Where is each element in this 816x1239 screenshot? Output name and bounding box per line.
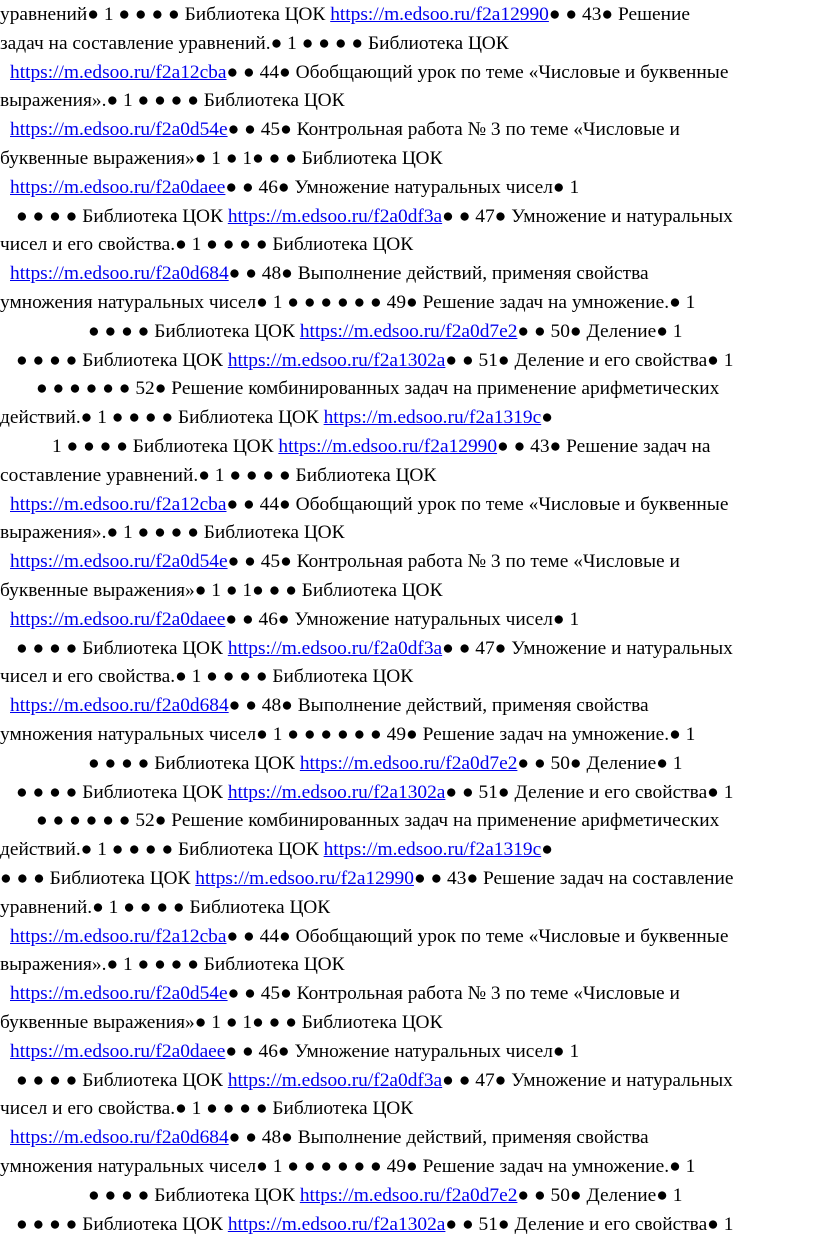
text-segment: ● ● 45● Контрольная работа № 3 по теме «Числовые и	[227, 983, 680, 1005]
text-segment: ● ● 48● Выполнение действий, применяя свойства	[228, 1127, 649, 1149]
resource-link[interactable]: https://m.edsoo.ru/f2a12990	[195, 868, 414, 889]
text-line	[36, 807, 719, 836]
text-line	[10, 923, 728, 952]
resource-link[interactable]: https://m.edsoo.ru/f2a12990	[278, 436, 498, 457]
resource-link[interactable]: https://m.edsoo.ru/f2a12cba	[10, 925, 227, 947]
text-segment: ● ● ● ● Библиотека ЦОК	[16, 781, 228, 803]
text-segment: ● ● 50● Деление● 1	[517, 752, 683, 774]
text-segment: ● ● 50● Деление● 1	[517, 320, 683, 342]
text-line	[10, 491, 728, 520]
text-segment: ● ● 43● Решение задач на	[497, 436, 711, 457]
resource-link[interactable]: https://m.edsoo.ru/f2a1302a	[227, 349, 446, 371]
text-segment: ● ● 45● Контрольная работа № 3 по теме «Числовые и	[227, 119, 680, 141]
text-segment: умножения натуральных чисел● 1 ● ● ● ● ● ● 49● Решение задач на умножение.● 1	[0, 724, 696, 745]
text-line	[0, 894, 330, 923]
resource-link[interactable]: https://m.edsoo.ru/f2a0d684	[10, 1127, 229, 1149]
text-segment: ●	[541, 407, 553, 429]
text-segment: составление уравнений.● 1 ● ● ● ● Библиотека ЦОК	[0, 464, 437, 486]
text-line	[10, 116, 680, 145]
resource-link[interactable]: https://m.edsoo.ru/f2a12990	[330, 4, 549, 25]
text-segment: ● ● 47● Умножение и натуральных	[442, 1069, 733, 1091]
text-line	[10, 260, 649, 289]
resource-link[interactable]: https://m.edsoo.ru/f2a0d7e2	[299, 320, 518, 342]
resource-link[interactable]: https://m.edsoo.ru/f2a12cba	[10, 61, 227, 83]
text-line	[10, 548, 680, 577]
text-segment: выражения».● 1 ● ● ● ● Библиотека ЦОК	[0, 522, 345, 544]
resource-link[interactable]: https://m.edsoo.ru/f2a1302a	[227, 1213, 446, 1235]
resource-link[interactable]: https://m.edsoo.ru/f2a0d7e2	[299, 1184, 518, 1206]
text-line	[0, 1095, 413, 1124]
resource-link[interactable]: https://m.edsoo.ru/f2a0d7e2	[299, 752, 518, 774]
text-segment: ● ● ● ● Библиотека ЦОК	[88, 752, 300, 774]
text-segment: буквенные выражения»● 1 ● 1● ● ● Библиотека ЦОК	[0, 1012, 443, 1033]
text-line	[88, 750, 682, 779]
text-segment: ● ● ● ● Библиотека ЦОК	[16, 637, 228, 659]
text-line	[0, 577, 443, 606]
text-segment: ● ● 47● Умножение и натуральных	[442, 637, 733, 659]
text-segment: ● ● 46● Умножение натуральных чисел● 1	[225, 608, 580, 630]
resource-link[interactable]: https://m.edsoo.ru/f2a0df3a	[227, 1069, 443, 1091]
text-line	[0, 951, 345, 980]
text-segment: выражения».● 1 ● ● ● ● Библиотека ЦОК	[0, 90, 345, 112]
text-segment: ● ● 45● Контрольная работа № 3 по теме «Числовые и	[227, 551, 680, 573]
text-segment: чисел и его свойства.● 1 ● ● ● ● Библиотека ЦОК	[0, 1098, 414, 1120]
text-segment: ● ● 47● Умножение и натуральных	[442, 205, 733, 227]
text-line	[10, 980, 680, 1009]
text-segment: ● ● 46● Умножение натуральных чисел● 1	[225, 1040, 580, 1062]
resource-link[interactable]: https://m.edsoo.ru/f2a12cba	[10, 493, 227, 515]
text-segment: ● ● ● ● Библиотека ЦОК	[16, 1213, 228, 1235]
text-segment: ●	[541, 839, 553, 861]
text-line	[10, 1038, 579, 1067]
resource-link[interactable]: https://m.edsoo.ru/f2a1319c	[323, 407, 542, 429]
text-segment: умножения натуральных чисел● 1 ● ● ● ● ● ● 49● Решение задач на умножение.● 1	[0, 292, 696, 313]
text-line	[16, 1211, 733, 1239]
resource-link[interactable]: https://m.edsoo.ru/f2a0d54e	[10, 551, 228, 573]
resource-link[interactable]: https://m.edsoo.ru/f2a0d684	[10, 263, 229, 285]
text-line	[0, 1153, 695, 1182]
resource-link[interactable]: https://m.edsoo.ru/f2a0df3a	[227, 205, 443, 227]
text-line	[0, 721, 695, 750]
resource-link[interactable]: https://m.edsoo.ru/f2a1319c	[323, 839, 542, 861]
text-line	[10, 174, 579, 203]
text-line	[0, 836, 553, 865]
text-segment: ● ● 51● Деление и его свойства● 1	[445, 781, 734, 803]
text-line	[16, 1067, 733, 1096]
text-line	[0, 87, 345, 116]
text-line	[16, 635, 733, 664]
text-segment: ● ● ● ● Библиотека ЦОК	[16, 349, 228, 371]
text-line	[10, 1124, 649, 1153]
text-segment: действий.● 1 ● ● ● ● Библиотека ЦОК	[0, 839, 324, 861]
text-line	[0, 404, 553, 433]
text-line	[0, 289, 695, 318]
text-segment: умножения натуральных чисел● 1 ● ● ● ● ● ● 49● Решение задач на умножение.● 1	[0, 1156, 696, 1177]
text-segment: ● ● ● Библиотека ЦОК	[0, 868, 196, 889]
text-segment: ● ● 48● Выполнение действий, применяя свойства	[228, 263, 649, 285]
text-line	[0, 231, 413, 260]
text-line	[16, 779, 733, 808]
text-segment: чисел и его свойства.● 1 ● ● ● ● Библиотека ЦОК	[0, 666, 414, 688]
text-line	[52, 433, 711, 462]
text-segment: ● ● ● ● Библиотека ЦОК	[88, 1184, 300, 1206]
text-segment: ● ● 50● Деление● 1	[517, 1184, 683, 1206]
text-line	[0, 865, 734, 894]
text-segment: ● ● 46● Умножение натуральных чисел● 1	[225, 176, 580, 198]
text-segment: ● ● 48● Выполнение действий, применяя свойства	[228, 695, 649, 717]
text-line	[16, 203, 733, 232]
resource-link[interactable]: https://m.edsoo.ru/f2a0d684	[10, 695, 229, 717]
resource-link[interactable]: https://m.edsoo.ru/f2a0d54e	[10, 983, 228, 1005]
text-segment: ● ● 51● Деление и его свойства● 1	[445, 1213, 734, 1235]
text-line	[10, 606, 579, 635]
text-segment: ● ● 44● Обобщающий урок по теме «Числовые и буквенные	[226, 925, 729, 947]
text-line	[0, 145, 443, 174]
text-line	[0, 663, 413, 692]
resource-link[interactable]: https://m.edsoo.ru/f2a0df3a	[227, 637, 443, 659]
text-segment: действий.● 1 ● ● ● ● Библиотека ЦОК	[0, 407, 324, 429]
resource-link[interactable]: https://m.edsoo.ru/f2a0daee	[10, 176, 226, 198]
text-segment: задач на составление уравнений.● 1 ● ● ● ● Библиотека ЦОК	[0, 32, 509, 54]
text-segment: ● ● 44● Обобщающий урок по теме «Числовые и буквенные	[226, 493, 729, 515]
resource-link[interactable]: https://m.edsoo.ru/f2a0daee	[10, 1040, 226, 1062]
text-line	[0, 1009, 443, 1038]
text-segment: ● ● ● ● ● ● 52● Решение комбинированных задач на применение арифметических	[36, 378, 720, 400]
text-segment: ● ● 44● Обобщающий урок по теме «Числовые и буквенные	[226, 61, 729, 83]
text-segment: ● ● 51● Деление и его свойства● 1	[445, 349, 734, 371]
text-line	[36, 375, 719, 404]
text-line	[16, 347, 733, 376]
text-segment: ● ● ● ● Библиотека ЦОК	[88, 320, 300, 342]
text-line	[0, 1, 690, 30]
resource-link[interactable]: https://m.edsoo.ru/f2a1302a	[227, 781, 446, 803]
text-segment: чисел и его свойства.● 1 ● ● ● ● Библиотека ЦОК	[0, 234, 414, 256]
text-line	[88, 1182, 682, 1211]
text-segment: буквенные выражения»● 1 ● 1● ● ● Библиотека ЦОК	[0, 580, 443, 601]
resource-link[interactable]: https://m.edsoo.ru/f2a0d54e	[10, 119, 228, 141]
text-line	[0, 462, 436, 491]
text-segment: буквенные выражения»● 1 ● 1● ● ● Библиотека ЦОК	[0, 148, 443, 169]
text-segment: уравнений.● 1 ● ● ● ● Библиотека ЦОК	[0, 896, 331, 918]
resource-link[interactable]: https://m.edsoo.ru/f2a0daee	[10, 608, 226, 630]
text-segment: ● ● ● ● Библиотека ЦОК	[16, 1069, 228, 1091]
text-segment: выражения».● 1 ● ● ● ● Библиотека ЦОК	[0, 954, 345, 976]
text-segment: 1 ● ● ● ● Библиотека ЦОК	[52, 436, 279, 457]
text-segment: ● ● ● ● Библиотека ЦОК	[16, 205, 228, 227]
text-segment: ● ● ● ● ● ● 52● Решение комбинированных задач на применение арифметических	[36, 810, 720, 832]
text-line	[0, 30, 509, 59]
text-segment: уравнений● 1 ● ● ● ● Библиотека ЦОК	[0, 4, 331, 25]
text-line	[0, 519, 345, 548]
text-line	[88, 318, 682, 347]
text-segment: ● ● 43● Решение задач на составление	[413, 868, 734, 889]
text-segment: ● ● 43● Решение	[548, 4, 690, 25]
text-line	[10, 59, 728, 88]
text-line	[10, 692, 649, 721]
